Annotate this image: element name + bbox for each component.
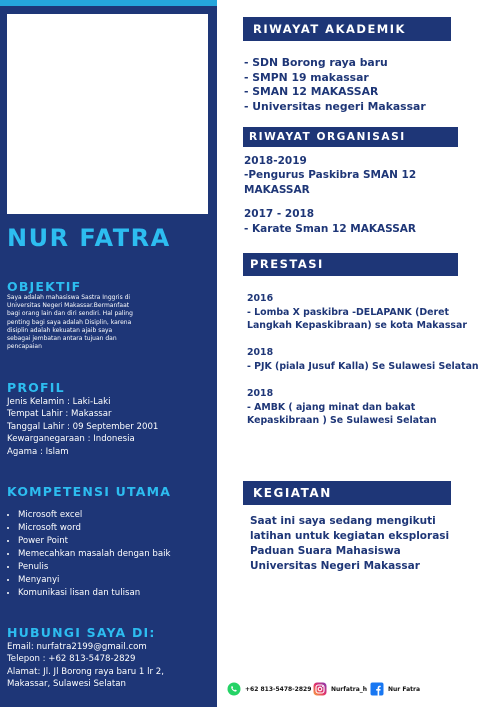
skill-item: • Menyanyi <box>18 574 218 587</box>
activity-line: Universitas Negeri Makassar <box>250 560 420 572</box>
whatsapp-number: +62 813-5478-2829 <box>245 685 312 693</box>
objective-line: Saya adalah mahasiswa Sastra Inggris di <box>7 294 131 301</box>
achievement-year: 2016 <box>247 293 274 304</box>
contact-phone: Telepon : +62 813-5478-2829 <box>7 654 136 665</box>
activities-text <box>250 514 449 574</box>
instagram-icon <box>313 682 327 696</box>
profile-gender: Jenis Kelamin : Laki-Laki <box>7 397 111 407</box>
activities-heading: KEGIATAN <box>243 481 451 505</box>
academic-list <box>244 56 426 114</box>
organization-list <box>244 154 416 236</box>
organization-item: -Pengurus Paskibra SMAN 12 <box>244 169 417 182</box>
achievement-item: - AMBK ( ajang minat dan bakat <box>247 401 416 413</box>
contact-address: Alamat: Jl. Jl Borong raya baru 1 lr 2, <box>7 666 164 677</box>
skills-heading: KOMPETENSI UTAMA <box>7 484 172 499</box>
skill-item: • Komunikasi lisan dan tulisan <box>18 587 218 600</box>
academic-item: - Universitas negeri Makassar <box>244 99 426 113</box>
achievement-entry <box>247 387 437 428</box>
skill-item: • Microsoft excel <box>18 509 218 522</box>
skill-item: • Microsoft word <box>18 522 218 535</box>
instagram-contact[interactable] <box>313 682 367 696</box>
profile-heading: PROFIL <box>7 380 65 395</box>
academic-item: - SMAN 12 MAKASSAR <box>244 85 379 99</box>
organization-item: MAKASSAR <box>244 183 310 196</box>
person-name: NUR FATRA <box>7 224 171 252</box>
activity-line: Paduan Suara Mahasiswa <box>250 545 401 557</box>
achievement-item: - Lomba X paskibra -DELAPANK (Deret <box>247 306 449 318</box>
objective-heading: OBJEKTIF <box>7 279 82 294</box>
skills-list <box>6 509 218 600</box>
sidebar-accent-strip <box>0 0 217 6</box>
profile-religion: Agama : Islam <box>7 446 69 457</box>
skill-item: • Power Point <box>18 535 218 548</box>
profile-birthdate: Tanggal Lahir : 09 September 2001 <box>7 421 159 432</box>
achievement-entry <box>247 346 479 373</box>
objective-text <box>7 294 207 351</box>
achievement-item: - PJK (piala Jusuf Kalla) Se Sulawesi Selatan <box>247 360 479 372</box>
objective-line: Universitas Negeri Makassar.Bermanfaat <box>7 302 130 310</box>
achievements-heading: PRESTASI <box>243 253 458 276</box>
objective-line: pencapaian <box>7 343 42 351</box>
profile-nationality: Kewarganegaraan : Indonesia <box>7 434 135 445</box>
profile-details <box>7 396 207 458</box>
achievement-entry <box>247 292 467 333</box>
academic-item: - SMPN 19 makassar <box>244 70 369 84</box>
activity-line: Saat ini saya sedang mengikuti <box>250 515 436 527</box>
profile-photo <box>7 14 208 214</box>
organization-item: - Karate Sman 12 MAKASSAR <box>244 222 416 235</box>
achievement-item: Langkah Kepaskibraan) se kota Makassar <box>247 320 467 332</box>
facebook-icon <box>370 682 384 696</box>
activity-line: latihan untuk kegiatan eksplorasi <box>250 530 450 542</box>
contact-heading: HUBUNGI SAYA DI: <box>7 625 156 640</box>
organization-heading: RIWAYAT ORGANISASI <box>243 127 458 147</box>
academic-heading: RIWAYAT AKADEMIK <box>243 17 451 41</box>
profile-birthplace: Tempat Lahir : Makassar <box>7 409 112 420</box>
contact-address-city: Makassar, Sulawesi Selatan <box>7 679 126 690</box>
whatsapp-contact[interactable] <box>227 682 311 696</box>
skill-item: • Penulis <box>18 561 218 574</box>
achievement-item: Kepaskibraan ) Se Sulawesi Selatan <box>247 415 437 427</box>
achievement-year: 2018 <box>247 347 274 358</box>
facebook-name: Nur Fatra <box>388 685 421 693</box>
contact-details <box>7 641 207 691</box>
organization-year: 2018-2019 <box>244 155 307 167</box>
objective-line: sebagai jembatan antara tujuan dan <box>7 335 117 343</box>
academic-item: - SDN Borong raya baru <box>244 56 388 69</box>
objective-line: disiplin adalah kekuatan ajaib saya <box>7 326 113 334</box>
objective-line: bagi orang lain dan diri sendiri. Hal paling <box>7 310 133 318</box>
contact-email: Email: nurfatra2199@gmail.com <box>7 642 147 652</box>
spacer <box>244 197 416 207</box>
facebook-contact[interactable] <box>370 682 420 696</box>
organization-year: 2017 - 2018 <box>244 208 315 221</box>
whatsapp-icon <box>227 682 241 696</box>
instagram-handle: Nurfatra_h <box>331 685 368 693</box>
objective-line: penting bagi saya adalah Disiplin, karena <box>7 318 132 326</box>
skill-item: • Memecahkan masalah dengan baik <box>18 548 218 561</box>
achievement-year: 2018 <box>247 388 274 399</box>
